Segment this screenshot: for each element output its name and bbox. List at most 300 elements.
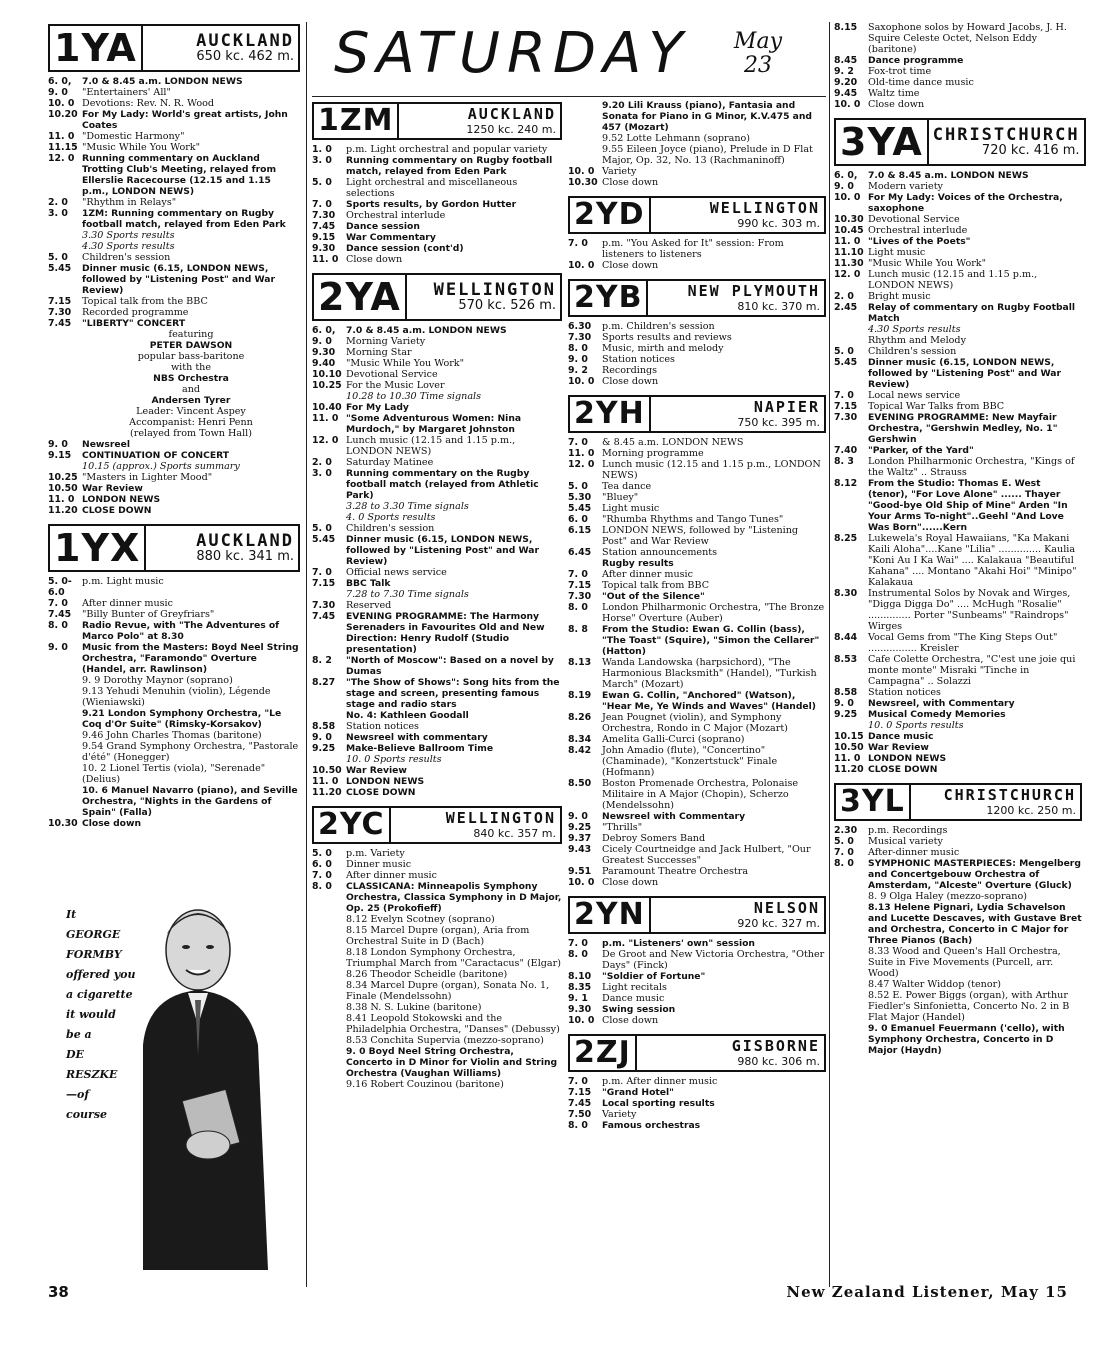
- program-row: [312, 765, 562, 776]
- program-row: [568, 238, 826, 260]
- program-row: [48, 450, 300, 461]
- program-time: 5. 0: [312, 848, 332, 859]
- program-row: [834, 258, 1082, 269]
- program-row: [568, 993, 826, 1004]
- program-title: "Masters in Lighter Mood": [82, 472, 213, 483]
- program-title: 10. 6 Manuel Navarro (piano), and Seville Orchestra, "Nights in the Gardens of Spain" (Falla): [82, 785, 298, 818]
- program-time: 7. 0: [312, 567, 332, 578]
- program-row: [568, 1076, 826, 1087]
- program-row: [568, 376, 826, 387]
- program-time: 10.40: [312, 402, 342, 413]
- program-time: [48, 741, 82, 763]
- program-time: 10.30: [48, 818, 78, 829]
- program-time: 5. 0-6.0: [48, 576, 72, 598]
- program-row: [48, 340, 300, 351]
- program-row: [568, 938, 826, 949]
- program-row: [312, 925, 562, 947]
- program-row: [48, 686, 300, 708]
- station-header-2yb: [568, 279, 826, 317]
- day-header: [312, 22, 826, 97]
- program-title: Children's session: [82, 252, 171, 263]
- program-time: [312, 589, 346, 600]
- program-time: 11. 0: [312, 413, 339, 424]
- program-title: Children's session: [346, 523, 435, 534]
- program-row: [312, 501, 562, 512]
- program-row: [312, 848, 562, 859]
- program-time: [48, 373, 82, 384]
- ad-line: DE: [66, 1048, 84, 1061]
- program-row: [48, 351, 300, 362]
- program-time: 9.40: [312, 358, 336, 369]
- program-row: [834, 1023, 1082, 1056]
- program-row: [312, 611, 562, 655]
- program-time: [48, 763, 82, 785]
- program-time: 5. 0: [834, 836, 854, 847]
- program-time: 10.30: [834, 214, 864, 225]
- program-title: p.m. Light orchestral and popular variety: [346, 144, 548, 155]
- program-row: [834, 753, 1082, 764]
- program-time: 10.50: [834, 742, 864, 753]
- program-title: Wanda Landowska (harpsichord), "The Harmonious Blacksmith" (Handel), "Turkish March" (Mozart): [602, 657, 817, 690]
- program-row: [568, 166, 826, 177]
- program-time: [48, 675, 82, 686]
- program-time: [568, 100, 602, 133]
- program-title: Cafe Colette Orchestra, "C'est une joie qui monte monte" Misraki "Tinche in Campagna" .. Solazzi: [868, 654, 1076, 687]
- program-time: 7.15: [568, 580, 592, 591]
- program-title: After-dinner music: [868, 847, 960, 858]
- program-row: [834, 836, 1082, 847]
- program-time: 11. 0: [568, 448, 595, 459]
- program-time: 10. 0: [568, 1015, 595, 1026]
- program-time: [834, 902, 868, 946]
- program-title: "Domestic Harmony": [82, 131, 185, 142]
- program-row: [568, 844, 826, 866]
- program-time: 8.12: [834, 478, 858, 489]
- station-name: AUCKLAND: [196, 531, 294, 551]
- program-row: [48, 620, 300, 642]
- program-time: 8. 0: [48, 620, 68, 631]
- program-time: 6.15: [568, 525, 592, 536]
- program-time: 7.50: [568, 1109, 592, 1120]
- program-row: [834, 445, 1082, 456]
- program-row: [568, 558, 826, 569]
- program-title: Instrumental Solos by Novak and Wirges, "Digga Digga Do" .... McHugh "Rosalie" .............. Porter "Sunbeams" "Raindrops" Wirges: [868, 588, 1071, 632]
- program-time: 7. 0: [312, 870, 332, 881]
- program-time: 9. 0: [312, 336, 332, 347]
- program-title: For My Lady: World's great artists, John Coates: [82, 109, 288, 131]
- program-row: [834, 412, 1082, 445]
- program-title: Dance session (cont'd): [346, 243, 464, 254]
- program-title: 8.47 Walter Widdop (tenor): [868, 979, 1001, 990]
- program-title: Reserved: [346, 600, 392, 611]
- program-time: 2. 0: [312, 457, 332, 468]
- program-row: [568, 833, 826, 844]
- program-title: CONTINUATION OF CONCERT: [82, 450, 230, 461]
- program-time: 9. 0: [48, 439, 68, 450]
- program-time: 9. 0: [48, 642, 68, 653]
- program-row: [312, 1013, 562, 1035]
- program-time: 8.13: [568, 657, 592, 668]
- program-title: Amelita Galli-Curci (soprano): [602, 734, 745, 745]
- program-title: Close down: [602, 260, 659, 271]
- program-time: 5.45: [312, 534, 336, 545]
- program-time: 5.30: [568, 492, 592, 503]
- program-time: 7.30: [48, 307, 72, 318]
- program-row: [48, 675, 300, 686]
- program-list-2yh: [568, 437, 826, 888]
- program-title: 3.30 Sports results: [82, 230, 175, 241]
- station-logo: 1YA: [48, 24, 143, 72]
- program-title: "Lives of the Poets": [868, 236, 971, 247]
- program-row: [834, 764, 1082, 775]
- program-title: 9.46 John Charles Thomas (baritone): [82, 730, 262, 741]
- program-title: popular bass-baritone: [137, 351, 245, 362]
- program-row: [568, 514, 826, 525]
- program-title: Newsreel with commentary: [346, 732, 488, 743]
- program-time: [48, 230, 82, 241]
- program-row: [312, 914, 562, 925]
- program-time: 9.37: [568, 833, 592, 844]
- date-month: May: [733, 29, 782, 54]
- station-logo: 2YN: [568, 896, 651, 934]
- program-time: 7.45: [312, 611, 336, 622]
- program-title: 7.0 & 8.45 a.m. LONDON NEWS: [82, 76, 243, 87]
- program-row: [48, 318, 300, 329]
- program-row: [834, 847, 1082, 858]
- program-row: [312, 413, 562, 435]
- program-title: 8.34 Marcel Dupre (organ), Sonata No. 1, Finale (Mendelssohn): [346, 980, 550, 1002]
- station-logo: 1ZM: [312, 102, 399, 140]
- program-row: [568, 580, 826, 591]
- program-time: 7.45: [312, 221, 336, 232]
- program-title: "Rhythm in Relays": [82, 197, 177, 208]
- program-row: [312, 402, 562, 413]
- program-time: 7.45: [48, 609, 72, 620]
- advertisement: [48, 895, 300, 1270]
- station-frequency: 840 kc. 357 m.: [473, 827, 556, 840]
- program-row: [48, 98, 300, 109]
- program-row: [834, 99, 1082, 110]
- station-name: NAPIER: [753, 398, 820, 416]
- program-row: [568, 745, 826, 778]
- program-row: [48, 109, 300, 131]
- program-title: "Billy Bunter of Greyfriars": [82, 609, 215, 620]
- program-time: 6. 0,: [312, 325, 336, 336]
- program-title: Dinner music (6.15, LONDON NEWS, followed by "Listening Post" and War Review): [346, 534, 540, 567]
- program-list-2yb: [568, 321, 826, 387]
- station-logo: 2ZJ: [568, 1034, 637, 1072]
- program-title: p.m. "You Asked for It" session: From listeners to listeners: [602, 238, 784, 260]
- program-title: Jean Pougnet (violin), and Symphony Orchestra, Rondo in C Major (Mozart): [602, 712, 788, 734]
- program-time: 10.10: [312, 369, 342, 380]
- program-title: 8.12 Evelyn Scotney (soprano): [346, 914, 495, 925]
- program-row: [312, 859, 562, 870]
- program-row: [312, 1002, 562, 1013]
- program-row: [48, 818, 300, 829]
- program-title: Paramount Theatre Orchestra: [602, 866, 749, 877]
- station-frequency: 880 kc. 341 m.: [196, 549, 294, 564]
- program-title: Dance music: [602, 993, 665, 1004]
- program-row: [312, 435, 562, 457]
- program-time: 10. 0: [568, 376, 595, 387]
- program-row: [568, 260, 826, 271]
- program-row: [48, 428, 300, 439]
- program-title: Orchestral interlude: [346, 210, 446, 221]
- station-header-3ya: [834, 118, 1082, 166]
- program-row: [834, 401, 1082, 412]
- program-row: [568, 591, 826, 602]
- program-row: [834, 858, 1082, 891]
- program-row: [312, 710, 562, 721]
- program-row: [834, 324, 1082, 335]
- program-row: [312, 523, 562, 534]
- program-title: Morning Variety: [346, 336, 426, 347]
- program-title: Accompanist: Henri Penn: [129, 417, 253, 428]
- program-row: [834, 456, 1082, 478]
- program-time: 9.25: [568, 822, 592, 833]
- column-rule: [306, 22, 307, 1287]
- program-row: [568, 1004, 826, 1015]
- program-title: No. 4: Kathleen Goodall: [346, 710, 469, 721]
- program-title: Light music: [602, 503, 660, 514]
- program-title: Running commentary on Rugby football match, relayed from Eden Park: [346, 155, 553, 177]
- program-title: 8.18 London Symphony Orchestra, Triumphal March from "Caractacus" (Elgar): [346, 947, 561, 969]
- program-time: 8.35: [568, 982, 592, 993]
- program-row: [48, 472, 300, 483]
- program-title: "Grand Hotel": [602, 1087, 674, 1098]
- program-row: [48, 230, 300, 241]
- program-title: p.m. Recordings: [868, 825, 948, 836]
- program-row: [568, 866, 826, 877]
- program-time: 5.45: [834, 357, 858, 368]
- program-row: [48, 576, 300, 598]
- program-row: [48, 609, 300, 620]
- program-title: Rhythm and Melody: [868, 335, 966, 346]
- program-row: [312, 787, 562, 798]
- program-time: 3. 0: [48, 208, 68, 219]
- program-row: [48, 153, 300, 197]
- program-row: [312, 512, 562, 523]
- program-time: 10. 0: [834, 192, 861, 203]
- station-logo: 3YA: [834, 118, 929, 166]
- program-time: [48, 340, 82, 351]
- program-row: [48, 406, 300, 417]
- program-row: [312, 969, 562, 980]
- program-title: Topical talk from the BBC: [82, 296, 208, 307]
- program-row: [312, 232, 562, 243]
- program-title: "North of Moscow": Based on a novel by Dumas: [346, 655, 554, 677]
- program-row: [834, 946, 1082, 979]
- program-title: Dance session: [346, 221, 420, 232]
- program-time: 6. 0,: [48, 76, 72, 87]
- program-time: 8. 0: [568, 949, 588, 960]
- program-title: Vocal Gems from "The King Steps Out" ................ Kreisler: [868, 632, 1058, 654]
- program-title: Music, mirth and melody: [602, 343, 724, 354]
- program-title: Lunch music (12.15 and 1.15 p.m., LONDON NEWS): [346, 435, 516, 457]
- program-row: [48, 197, 300, 208]
- program-time: 8.50: [568, 778, 592, 789]
- program-title: Station announcements: [602, 547, 718, 558]
- program-row: [834, 533, 1082, 588]
- program-row: [312, 947, 562, 969]
- station-frequency: 650 kc. 462 m.: [196, 49, 294, 64]
- program-title: Swing session: [602, 1004, 676, 1015]
- program-time: 8. 2: [312, 655, 332, 666]
- program-row: [568, 459, 826, 481]
- station-frequency: 720 kc. 416 m.: [981, 143, 1080, 158]
- program-title: 10. 0 Sports results: [346, 754, 442, 765]
- program-title: For My Lady: Voices of the Orchestra, saxophone: [868, 192, 1063, 214]
- program-time: [312, 501, 346, 512]
- program-row: [568, 525, 826, 547]
- program-time: [312, 1002, 346, 1013]
- program-row: [568, 982, 826, 993]
- program-row: [48, 439, 300, 450]
- station-name: AUCKLAND: [196, 31, 294, 51]
- program-time: 9.15: [312, 232, 336, 243]
- program-title: "The Show of Shows": Song hits from the stage and screen, presenting famous stage and radio stars: [346, 677, 560, 710]
- program-time: [834, 990, 868, 1023]
- program-row: [312, 243, 562, 254]
- program-row: [312, 1079, 562, 1090]
- program-title: Sports results, by Gordon Hutter: [346, 199, 517, 210]
- program-title: Local sporting results: [602, 1098, 715, 1109]
- program-time: [312, 947, 346, 969]
- program-title: Famous orchestras: [602, 1120, 701, 1131]
- program-row: [568, 1120, 826, 1131]
- ad-line: RESZKE: [66, 1068, 118, 1081]
- program-title: Musical variety: [868, 836, 943, 847]
- program-time: 11.15: [48, 142, 78, 153]
- program-time: 9.43: [568, 844, 592, 855]
- program-time: 7. 0: [568, 938, 588, 949]
- program-title: Music from the Masters: Boyd Neel String Orchestra, "Faramondo" Overture (Handel, arr. Rawlinson): [82, 642, 299, 675]
- program-title: BBC Talk: [346, 578, 391, 589]
- program-row: [568, 1098, 826, 1109]
- program-row: [312, 732, 562, 743]
- program-time: 5. 0: [312, 523, 332, 534]
- date-block: [734, 30, 782, 78]
- ad-line: GEORGE: [66, 928, 121, 941]
- program-list-3ya: [834, 170, 1082, 775]
- program-time: 9. 1: [568, 993, 588, 1004]
- program-row: [568, 448, 826, 459]
- program-time: 7.30: [834, 412, 858, 423]
- program-time: [48, 686, 82, 708]
- station-name: NELSON: [753, 899, 820, 917]
- program-time: [312, 1035, 346, 1046]
- program-time: 6.45: [568, 547, 592, 558]
- program-row: [48, 708, 300, 730]
- program-title: 4.30 Sports results: [868, 324, 961, 335]
- program-row: [834, 357, 1082, 390]
- station-name: AUCKLAND: [467, 105, 556, 123]
- program-title: 8.15 Marcel Dupre (organ), Aria from Orchestral Suite in D (Bach): [346, 925, 530, 947]
- program-row: [48, 730, 300, 741]
- program-title: 1ZM: Running commentary on Rugby football match, relayed from Eden Park: [82, 208, 286, 230]
- program-title: Leader: Vincent Aspey: [136, 406, 246, 417]
- program-row: [834, 269, 1082, 291]
- program-row: [834, 214, 1082, 225]
- program-time: [312, 754, 346, 765]
- program-list-2yn: [568, 938, 826, 1026]
- program-row: [48, 642, 300, 675]
- program-title: Make-Believe Ballroom Time: [346, 743, 494, 754]
- program-title: "Music While You Work": [346, 358, 465, 369]
- program-title: London Philharmonic Orchestra, "Kings of the Waltz" .. Strauss: [868, 456, 1075, 478]
- program-title: Recorded programme: [82, 307, 189, 318]
- ad-copy: [66, 905, 136, 1125]
- ad-line: it would: [66, 1008, 116, 1021]
- program-row: [312, 347, 562, 358]
- station-name: WELLINGTON: [445, 809, 556, 827]
- program-time: 11. 0: [834, 236, 861, 247]
- station-name: NEW PLYMOUTH: [687, 282, 820, 300]
- program-title: Newsreel with Commentary: [602, 811, 746, 822]
- program-time: [312, 391, 346, 402]
- program-time: 10.50: [312, 765, 342, 776]
- ad-line: a cigarette: [66, 988, 133, 1001]
- program-row: [834, 236, 1082, 247]
- station-frequency: 750 kc. 395 m.: [737, 416, 820, 429]
- program-time: 8.58: [834, 687, 858, 698]
- program-row: [568, 332, 826, 343]
- program-time: 10.15: [834, 731, 864, 742]
- program-row: [48, 395, 300, 406]
- program-row: [568, 343, 826, 354]
- program-title: Tea dance: [602, 481, 652, 492]
- program-time: 9. 0: [312, 732, 332, 743]
- program-title: War Review: [346, 765, 407, 776]
- program-title: EVENING PROGRAMME: New Mayfair Orchestra, "Gershwin Medley, No. 1" Gershwin: [868, 412, 1058, 445]
- program-row: [568, 481, 826, 492]
- program-list-2yd: [568, 238, 826, 271]
- program-row: [48, 208, 300, 230]
- program-row: [48, 373, 300, 384]
- station-frequency: 980 kc. 306 m.: [737, 1055, 820, 1068]
- program-title: "Music While You Work": [868, 258, 987, 269]
- program-time: [834, 1023, 868, 1056]
- program-time: 10. 0: [48, 98, 75, 109]
- program-title: John Amadio (flute), "Concertino" (Chaminade), "Konzertstuck" Finale (Hofmann): [602, 745, 778, 778]
- column-4: [834, 22, 1082, 1056]
- program-title: Station notices: [346, 721, 419, 732]
- page-number: 38: [48, 1283, 69, 1301]
- program-time: 9. 0: [48, 87, 68, 98]
- program-time: 7.30: [568, 591, 592, 602]
- program-row: [568, 321, 826, 332]
- program-title: Dinner music (6.15, LONDON NEWS, followed by "Listening Post" and War Review): [868, 357, 1062, 390]
- program-title: Andersen Tyrer: [151, 395, 231, 406]
- program-title: 7.0 & 8.45 a.m. LONDON NEWS: [346, 325, 507, 336]
- program-time: [568, 558, 602, 569]
- program-row: [834, 979, 1082, 990]
- program-time: 8.27: [312, 677, 336, 688]
- program-title: Lukewela's Royal Hawaiians, "Ka Makani Kaili Aloha"....Kane "Lilia" .............. Kaulia "Koni Au I Ka Wai" .... Kalakaua "Beautiful Kahana" .... Montano "Akahi Hoi" "Minipo" Kalakaua: [868, 533, 1077, 588]
- station-name: WELLINGTON: [433, 280, 556, 300]
- program-row: [834, 302, 1082, 324]
- station-logo: 2YC: [312, 806, 391, 844]
- program-time: 10.25: [48, 472, 78, 483]
- program-row: [48, 461, 300, 472]
- program-title: Saxophone solos by Howard Jacobs, J. H. Squire Celeste Octet, Nelson Eddy (baritone): [868, 22, 1067, 55]
- program-time: 8. 0: [568, 1120, 588, 1131]
- program-row: [568, 569, 826, 580]
- program-title: CLOSE DOWN: [346, 787, 416, 798]
- program-title: with the: [170, 362, 212, 373]
- program-time: 12. 0: [48, 153, 75, 164]
- program-title: War Review: [82, 483, 143, 494]
